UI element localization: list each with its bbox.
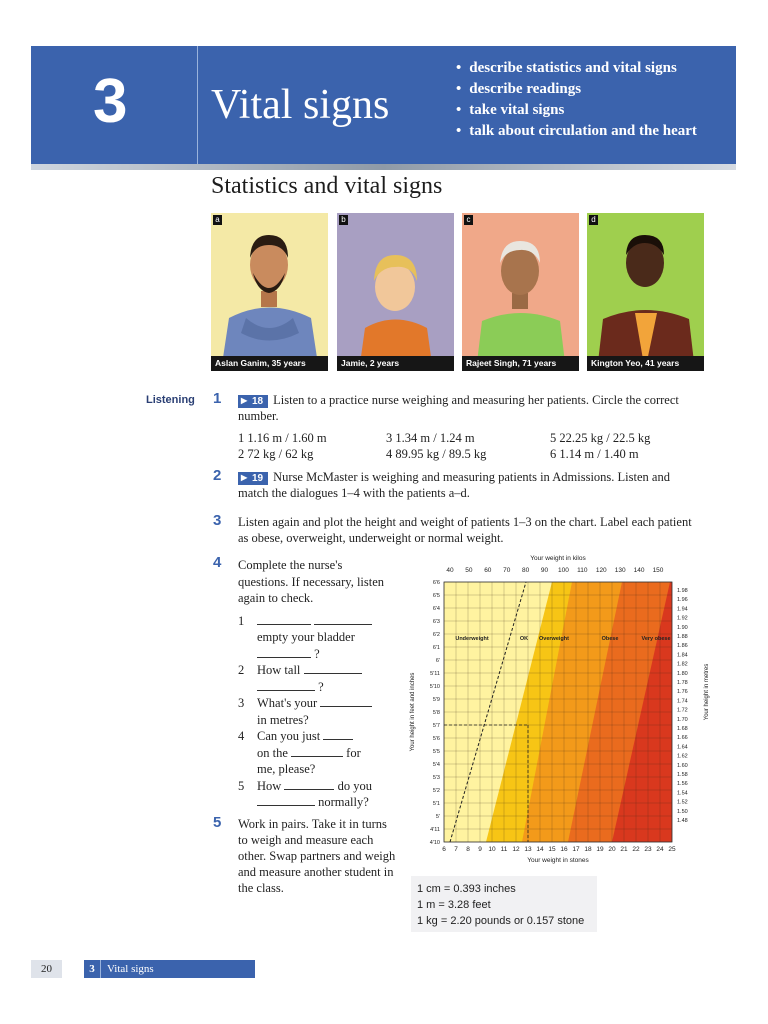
footer-unit-title: Vital signs — [107, 963, 154, 975]
question-1 — [238, 613, 388, 663]
exercise-2-text — [238, 469, 698, 501]
left-tick-label: 4'10 — [429, 840, 440, 846]
left-tick-label: 5'1 — [432, 801, 440, 807]
top-tick-label: 110 — [577, 567, 588, 574]
bottom-tick-label: 23 — [644, 846, 652, 853]
objective-item: • talk about circulation and the heart — [456, 121, 697, 142]
exercise-5-text: Work in pairs. Take it in turns to weigh and measure each other. Swap partners and weigh and measure another student in the class. — [238, 817, 396, 895]
portrait-letter: b — [339, 215, 348, 225]
unit-title: Vital signs — [211, 82, 390, 128]
track-number: 19 — [252, 473, 264, 484]
answer-option[interactable]: 2 72 kg / 62 kg — [238, 447, 314, 461]
exercise-number: 4 — [213, 554, 222, 571]
question-text: normally? — [318, 795, 369, 809]
audio-track-button[interactable] — [238, 395, 268, 408]
category-label: OK — [519, 636, 529, 642]
question-number: 3 — [238, 696, 245, 710]
right-tick-label: 1.54 — [677, 790, 688, 797]
question-text: do you — [337, 778, 372, 793]
answer-blank[interactable] — [323, 729, 353, 740]
question-text: in metres? — [257, 712, 309, 727]
bottom-tick-label: 8 — [466, 846, 470, 853]
instruction: Listen to a practice nurse weighing and measuring her patients. Circle the correct number. — [238, 393, 679, 423]
bottom-tick-label: 20 — [608, 846, 616, 853]
top-tick-label: 40 — [446, 567, 454, 574]
question-number: 4 — [238, 729, 245, 743]
question-text: What's your — [257, 696, 318, 710]
bottom-tick-label: 19 — [596, 846, 604, 853]
bottom-tick-label: 25 — [668, 846, 676, 853]
conversion-line: 1 kg = 2.20 pounds or 0.157 stone — [417, 915, 585, 927]
objective-item: • take vital signs — [456, 100, 697, 121]
question-text: for — [346, 745, 361, 760]
left-tick-label: 5'11 — [430, 671, 440, 677]
top-tick-label: 130 — [614, 567, 626, 574]
child-illustration — [337, 213, 454, 371]
bottom-tick-label: 15 — [548, 846, 556, 853]
left-axis-title: Your height in feet and inches — [410, 672, 416, 752]
answer-blank[interactable] — [257, 680, 315, 691]
right-tick-label: 1.58 — [677, 772, 688, 778]
portrait-letter: c — [464, 215, 473, 225]
bottom-tick-label: 10 — [488, 846, 496, 853]
right-tick-label: 1.68 — [677, 726, 688, 732]
chart-title: Your weight in kilos — [530, 555, 586, 562]
right-tick-label: 1.86 — [677, 643, 688, 650]
answer-blank[interactable] — [320, 696, 372, 707]
section-title: Statistics and vital signs — [211, 173, 443, 199]
bottom-tick-label: 17 — [572, 846, 580, 853]
question-4 — [238, 728, 388, 778]
left-tick-label: 5'9 — [432, 697, 440, 703]
man-illustration — [587, 213, 704, 371]
exercise-number: 2 — [213, 467, 222, 484]
answer-blank[interactable] — [257, 647, 311, 658]
answer-option[interactable]: 4 89.95 kg / 89.5 kg — [386, 447, 487, 461]
top-tick-label: 50 — [465, 567, 473, 574]
portrait-d — [587, 213, 704, 371]
category-label: Very obese — [641, 636, 671, 642]
question-number: 2 — [238, 663, 245, 677]
conversion-line: 1 m = 3.28 feet — [417, 899, 491, 911]
instruction: Nurse McMaster is weighing and measuring patients in Admissions. Listen and match the dialogues 1–4 with the patients a–d. — [238, 470, 670, 500]
answer-option[interactable]: 6 1.14 m / 1.40 m — [550, 447, 639, 461]
right-tick-label: 1.60 — [677, 762, 688, 769]
bottom-tick-label: 18 — [584, 846, 592, 853]
conversion-line: 1 cm = 0.393 inches — [417, 883, 516, 895]
portrait-b — [337, 213, 454, 371]
exercise-number: 3 — [213, 512, 222, 529]
right-tick-label: 1.92 — [677, 615, 688, 622]
left-tick-label: 6'5 — [432, 593, 440, 599]
right-tick-label: 1.84 — [677, 652, 688, 659]
exercise-number: 5 — [213, 814, 222, 831]
exercise-4 — [238, 557, 388, 811]
bottom-tick-label: 16 — [560, 846, 568, 853]
question-text: ? — [314, 646, 320, 661]
right-tick-label: 1.98 — [677, 588, 688, 594]
track-number: 18 — [252, 396, 264, 407]
right-tick-label: 1.78 — [677, 680, 688, 686]
unit-number-box — [31, 46, 198, 164]
bottom-tick-label: 6 — [442, 846, 446, 853]
portrait-caption: Rajeet Singh, 71 years — [462, 356, 579, 371]
right-tick-label: 1.70 — [677, 716, 688, 723]
answer-option[interactable]: 5 22.25 kg / 22.5 kg — [550, 431, 651, 445]
answer-blank[interactable] — [257, 795, 315, 806]
question-text: ? — [318, 679, 324, 694]
left-tick-label: 6'2 — [432, 632, 440, 638]
portrait-caption: Aslan Ganim, 35 years — [211, 356, 328, 371]
portrait-letter: d — [589, 215, 598, 225]
bottom-tick-label: 7 — [454, 846, 458, 853]
answer-option[interactable]: 1 1.16 m / 1.60 m — [238, 431, 327, 445]
exercise-1-text — [238, 392, 698, 424]
left-tick-label: 5'10 — [429, 684, 440, 690]
question-5 — [238, 778, 388, 811]
answer-blank[interactable] — [284, 779, 334, 790]
left-tick-label: 5'6 — [432, 736, 440, 742]
top-tick-label: 150 — [652, 567, 664, 574]
left-tick-label: 6'6 — [432, 580, 440, 586]
man-illustration — [211, 213, 328, 371]
right-tick-label: 1.88 — [677, 634, 688, 640]
right-tick-label: 1.74 — [677, 698, 688, 705]
portrait-a — [211, 213, 328, 371]
question-3 — [238, 695, 388, 728]
question-number: 5 — [238, 778, 245, 793]
question-text: on the — [257, 745, 288, 760]
footer-unit-number: 3 — [84, 960, 101, 978]
left-tick-label: 6' — [435, 658, 440, 664]
right-tick-label: 1.56 — [677, 781, 688, 788]
right-tick-label: 1.94 — [677, 606, 688, 613]
right-tick-label: 1.48 — [677, 818, 688, 824]
bottom-tick-label: 22 — [632, 846, 640, 853]
banner-stripe — [31, 164, 736, 170]
right-tick-label: 1.72 — [677, 707, 688, 714]
right-tick-label: 1.50 — [677, 808, 688, 815]
right-tick-label: 1.96 — [677, 597, 688, 604]
right-tick-label: 1.90 — [677, 624, 688, 631]
question-text: How — [257, 778, 282, 793]
portrait-letter: a — [213, 215, 222, 225]
bottom-tick-label: 9 — [478, 846, 482, 853]
answer-blank[interactable] — [314, 614, 372, 625]
left-tick-label: 4'11 — [430, 827, 440, 833]
question-2 — [238, 662, 388, 695]
footer-unit-bar — [84, 960, 255, 978]
question-text: Can you just — [257, 729, 321, 743]
conversion-note — [411, 876, 597, 932]
unit-banner — [31, 46, 736, 164]
category-label: Obese — [601, 636, 619, 642]
exercise-3-text: Listen again and plot the height and weight of patients 1–3 on the chart. Label each patient as obese, overweight, underweight or normal weight. — [238, 515, 692, 545]
portrait-caption: Jamie, 2 years — [337, 356, 454, 371]
portrait-c — [462, 213, 579, 371]
objective-item: • describe statistics and vital signs — [456, 58, 697, 79]
x-axis-title: Your weight in stones — [527, 857, 589, 864]
bottom-tick-label: 21 — [620, 846, 628, 853]
top-tick-label: 90 — [540, 567, 549, 574]
top-tick-label: 100 — [558, 567, 569, 574]
left-tick-label: 6'1 — [432, 645, 440, 651]
right-tick-label: 1.62 — [677, 753, 688, 760]
answer-blank[interactable] — [304, 663, 362, 674]
exercise-4-instruction: Complete the nurse's questions. If necessary, listen again to check. — [238, 558, 385, 605]
right-tick-label: 1.66 — [677, 735, 688, 742]
chart-svg — [404, 552, 714, 866]
page-number: 20 — [31, 960, 62, 978]
unit-number: 3 — [93, 67, 128, 136]
top-tick-label: 70 — [503, 567, 511, 574]
objectives-list — [456, 58, 697, 142]
top-tick-label: 80 — [522, 567, 530, 574]
category-label: Overweight — [539, 636, 569, 642]
answer-blank[interactable] — [257, 614, 311, 625]
question-text: empty your bladder — [257, 630, 355, 644]
bottom-tick-label: 24 — [656, 846, 664, 853]
question-text: me, please? — [257, 762, 316, 776]
bottom-tick-label: 13 — [524, 846, 532, 853]
left-tick-label: 5'4 — [432, 762, 440, 768]
answer-option[interactable]: 3 1.34 m / 1.24 m — [386, 431, 475, 445]
left-tick-label: 6'3 — [432, 619, 440, 625]
exercise-number: 1 — [213, 390, 222, 407]
right-tick-label: 1.82 — [677, 661, 688, 668]
right-axis-title: Your height in metres — [704, 663, 710, 721]
right-tick-label: 1.80 — [677, 670, 688, 677]
top-tick-label: 140 — [633, 567, 645, 574]
section-label: Listening — [146, 394, 195, 406]
left-tick-label: 5' — [435, 814, 440, 820]
question-number: 1 — [238, 613, 245, 628]
objective-item: • describe readings — [456, 79, 697, 100]
left-tick-label: 6'4 — [432, 606, 440, 612]
left-tick-label: 5'3 — [432, 775, 440, 781]
top-tick-label: 60 — [484, 567, 492, 574]
right-tick-label: 1.52 — [677, 799, 688, 806]
bottom-tick-label: 12 — [512, 846, 520, 853]
height-weight-chart — [404, 552, 714, 866]
left-tick-label: 5'7 — [432, 723, 440, 729]
left-tick-label: 5'5 — [432, 749, 440, 755]
question-text: How tall — [257, 663, 301, 677]
right-tick-label: 1.64 — [677, 744, 688, 751]
top-tick-label: 120 — [595, 567, 607, 574]
category-label: Underweight — [455, 636, 489, 642]
bottom-tick-label: 11 — [500, 846, 508, 853]
left-tick-label: 5'8 — [432, 710, 440, 716]
audio-track-button[interactable] — [238, 472, 268, 485]
portrait-caption: Kington Yeo, 41 years — [587, 356, 704, 371]
right-tick-label: 1.76 — [677, 689, 688, 696]
bottom-tick-label: 14 — [536, 846, 544, 853]
left-tick-label: 5'2 — [432, 788, 440, 794]
elderly-man-illustration — [462, 213, 579, 371]
answer-blank[interactable] — [291, 746, 343, 757]
